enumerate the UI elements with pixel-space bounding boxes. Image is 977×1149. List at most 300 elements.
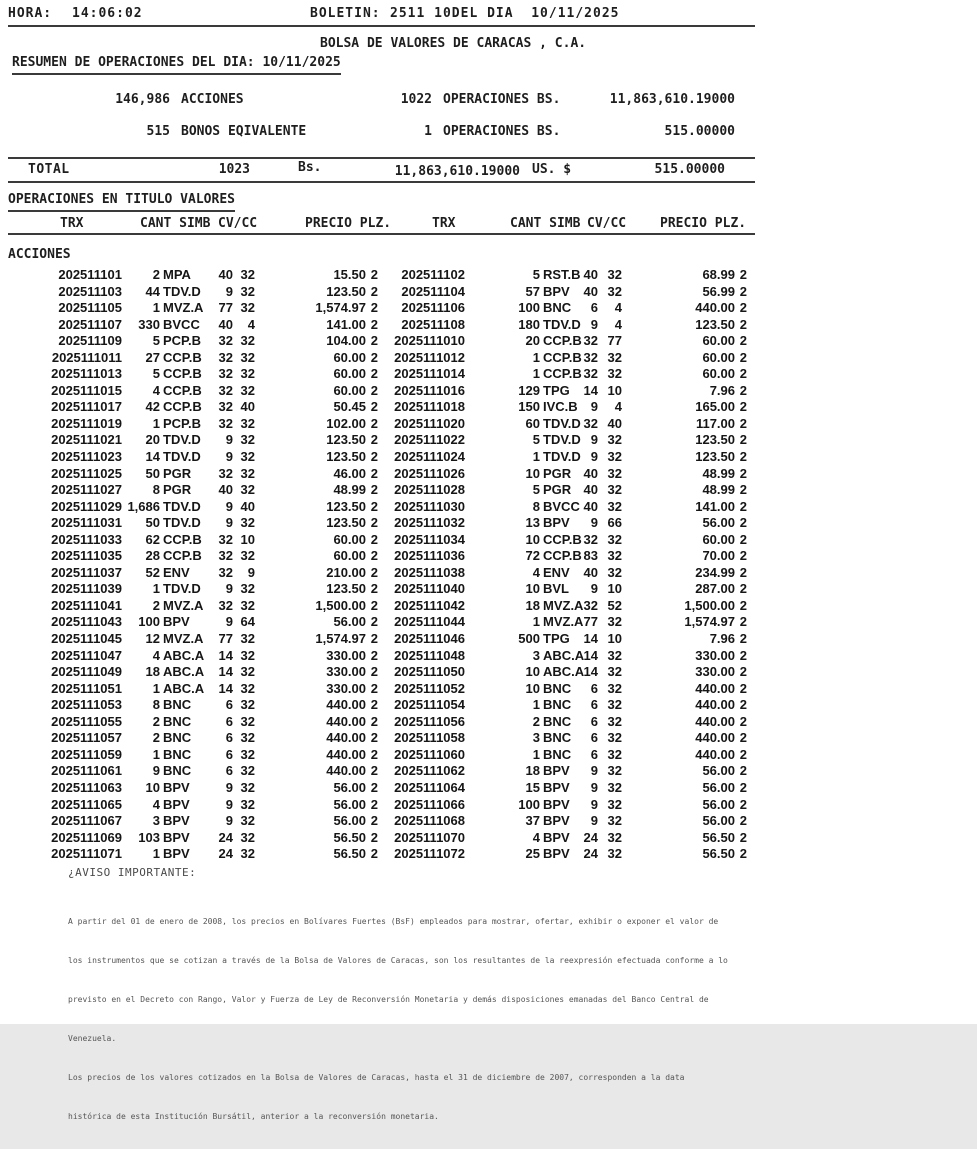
plz-right: 2 [739, 730, 747, 746]
precio-right: 68.99 [702, 267, 735, 282]
header-rule [8, 25, 755, 27]
simb-left: BNC [163, 763, 192, 779]
summary-ops: 1 [424, 124, 432, 139]
col-header-cantsimb-right: CANT SIMB [510, 216, 581, 231]
trx-left: 2025111011 [51, 349, 122, 365]
cant-left: 42 [145, 399, 160, 415]
cant-left: 1 [152, 846, 160, 862]
cc-left: 32 [240, 548, 255, 564]
simb-left: ABC.A [163, 664, 205, 680]
notice-title: ¿AVISO IMPORTANTE: [68, 866, 197, 879]
simb-right: MVZ.A [543, 614, 584, 630]
plz-right: 2 [739, 515, 747, 531]
simb-left: MVZ.A [163, 300, 204, 316]
col-header-cantsimb-left: CANT SIMB [140, 216, 211, 231]
cant-left: 1,686 [127, 498, 160, 514]
cv-left: 32 [218, 564, 233, 580]
precio-left: 104.00 [326, 333, 366, 349]
trx-right: 2025111012 [394, 349, 465, 365]
cv-right: 9 [590, 432, 598, 448]
cv-left: 6 [225, 713, 233, 729]
precio-left: 56.50 [333, 846, 366, 862]
cv-left: 40 [218, 316, 233, 332]
cant-right: 72 [525, 548, 540, 564]
precio-right: 48.99 [702, 465, 735, 481]
cv-right: 32 [583, 349, 598, 365]
cc-right: 10 [607, 382, 622, 398]
plz-left: 2 [370, 779, 378, 795]
simb-right: CCP.B [543, 548, 582, 564]
precio-right: 7.96 [709, 382, 735, 398]
precio-right: 48.99 [702, 482, 735, 498]
cv-right: 32 [583, 531, 598, 547]
cant-right: 5 [532, 432, 540, 448]
cc-left: 32 [240, 300, 255, 316]
simb-left: PGR [163, 482, 192, 498]
cv-right: 9 [590, 316, 598, 332]
cant-left: 18 [145, 664, 160, 680]
precio-right: 1,500.00 [684, 597, 735, 613]
cc-right: 32 [607, 283, 622, 299]
trx-right: 2025111056 [394, 713, 465, 729]
cv-right: 9 [590, 399, 598, 415]
precio-right: 56.00 [702, 813, 735, 829]
cant-right: 150 [518, 399, 540, 415]
cc-right: 10 [607, 631, 622, 647]
precio-right: 330.00 [695, 647, 735, 663]
precio-right: 330.00 [695, 664, 735, 680]
cant-left: 100 [138, 614, 160, 630]
cc-left: 32 [240, 465, 255, 481]
trx-right: 202511104 [401, 283, 465, 299]
cc-left: 32 [240, 647, 255, 663]
cc-right: 32 [607, 465, 622, 481]
precio-left: 60.00 [333, 531, 366, 547]
notice-line: histórica de esta Institución Bursátil, anterior a la reconversión monetaria. [68, 1112, 439, 1121]
simb-left: BPV [163, 779, 190, 795]
precio-left: 210.00 [326, 564, 366, 580]
cc-right: 32 [607, 482, 622, 498]
trx-left: 2025111067 [51, 813, 122, 829]
trx-right: 2025111038 [394, 564, 465, 580]
precio-left: 440.00 [326, 697, 366, 713]
cant-left: 2 [152, 267, 160, 282]
precio-right: 440.00 [695, 680, 735, 696]
cv-right: 14 [583, 664, 598, 680]
simb-left: TDV.D [163, 449, 201, 465]
notice-paragraphs [68, 889, 728, 1149]
plz-right: 2 [739, 432, 747, 448]
precio-left: 440.00 [326, 763, 366, 779]
precio-left: 123.50 [326, 283, 366, 299]
simb-right: BPV [543, 779, 570, 795]
cv-right: 6 [590, 746, 598, 762]
precio-left: 48.99 [333, 482, 366, 498]
precio-right: 287.00 [695, 581, 735, 597]
trx-left: 2025111063 [51, 779, 122, 795]
plz-right: 2 [739, 664, 747, 680]
cc-left: 40 [240, 498, 255, 514]
precio-right: 70.00 [702, 548, 735, 564]
trx-left: 2025111025 [51, 465, 122, 481]
cc-left: 32 [240, 349, 255, 365]
cant-left: 4 [152, 382, 160, 398]
cv-left: 9 [225, 614, 233, 630]
precio-left: 46.00 [333, 465, 366, 481]
simb-left: MPA [163, 267, 191, 282]
trx-right: 2025111044 [394, 614, 465, 630]
cc-right: 32 [607, 846, 622, 862]
precio-right: 60.00 [702, 349, 735, 365]
cc-right: 32 [607, 564, 622, 580]
cant-left: 5 [152, 333, 160, 349]
cc-right: 32 [607, 267, 622, 282]
simb-right: BVCC [543, 498, 580, 514]
cant-left: 2 [152, 597, 160, 613]
precio-left: 330.00 [326, 664, 366, 680]
trx-left: 2025111051 [51, 680, 122, 696]
simb-right: BPV [543, 813, 570, 829]
cant-left: 44 [145, 283, 160, 299]
cc-right: 4 [614, 300, 622, 316]
cant-left: 2 [152, 713, 160, 729]
plz-left: 2 [370, 382, 378, 398]
cant-left: 50 [145, 465, 160, 481]
trx-right: 202511108 [401, 316, 465, 332]
plz-right: 2 [739, 316, 747, 332]
precio-left: 56.00 [333, 813, 366, 829]
plz-left: 2 [370, 829, 378, 845]
plz-right: 2 [739, 482, 747, 498]
cant-right: 500 [518, 631, 540, 647]
plz-left: 2 [370, 647, 378, 663]
simb-right: BPV [543, 796, 570, 812]
cc-right: 32 [607, 664, 622, 680]
trx-right: 2025111052 [394, 680, 465, 696]
cc-right: 32 [607, 680, 622, 696]
simb-left: ABC.A [163, 647, 205, 663]
simb-left: CCP.B [163, 349, 202, 365]
cv-left: 32 [218, 366, 233, 382]
simb-right: BPV [543, 846, 570, 862]
trx-left: 2025111023 [51, 449, 122, 465]
plz-right: 2 [739, 564, 747, 580]
plz-right: 2 [739, 631, 747, 647]
cc-right: 40 [607, 415, 622, 431]
cv-right: 6 [590, 713, 598, 729]
plz-right: 2 [739, 333, 747, 349]
cant-left: 1 [152, 415, 160, 431]
plz-right: 2 [739, 498, 747, 514]
simb-left: CCP.B [163, 399, 202, 415]
cv-right: 40 [583, 283, 598, 299]
simb-left: ENV [163, 564, 190, 580]
cant-right: 5 [532, 267, 540, 282]
plz-right: 2 [739, 813, 747, 829]
cv-left: 6 [225, 730, 233, 746]
precio-right: 141.00 [695, 498, 735, 514]
precio-right: 440.00 [695, 713, 735, 729]
precio-right: 56.00 [702, 515, 735, 531]
simb-left: TDV.D [163, 498, 201, 514]
trx-right: 2025111014 [394, 366, 465, 382]
trx-left: 2025111015 [51, 382, 122, 398]
precio-right: 123.50 [695, 432, 735, 448]
simb-left: BNC [163, 713, 192, 729]
cc-left: 32 [240, 283, 255, 299]
trx-left: 2025111061 [51, 763, 122, 779]
cv-left: 32 [218, 382, 233, 398]
cc-left: 32 [240, 796, 255, 812]
cv-right: 24 [583, 829, 598, 845]
cc-right: 32 [607, 614, 622, 630]
cc-right: 32 [607, 713, 622, 729]
cv-right: 40 [583, 267, 598, 282]
precio-right: 1,574.97 [684, 614, 735, 630]
cv-right: 6 [590, 730, 598, 746]
cv-right: 14 [583, 647, 598, 663]
precio-right: 56.50 [702, 829, 735, 845]
company-title: BOLSA DE VALORES DE CARACAS , C.A. [320, 36, 587, 51]
precio-left: 440.00 [326, 730, 366, 746]
trx-left: 2025111033 [51, 531, 122, 547]
total-usd-label: US. $ [532, 162, 572, 177]
plz-left: 2 [370, 680, 378, 696]
cant-right: 10 [525, 680, 540, 696]
simb-left: BNC [163, 697, 192, 713]
plz-left: 2 [370, 846, 378, 862]
cant-right: 15 [525, 779, 540, 795]
precio-left: 60.00 [333, 349, 366, 365]
cant-right: 10 [525, 664, 540, 680]
simb-left: CCP.B [163, 366, 202, 382]
plz-right: 2 [739, 746, 747, 762]
cv-left: 32 [218, 399, 233, 415]
trx-right: 2025111018 [394, 399, 465, 415]
cant-left: 4 [152, 647, 160, 663]
col-header-precio-right: PRECIO PLZ. [660, 216, 747, 231]
cv-left: 32 [218, 415, 233, 431]
cc-right: 32 [607, 730, 622, 746]
simb-right: PGR [543, 465, 572, 481]
simb-left: CCP.B [163, 382, 202, 398]
plz-left: 2 [370, 432, 378, 448]
simb-left: TDV.D [163, 432, 201, 448]
simb-right: TPG [543, 382, 570, 398]
cant-right: 100 [518, 796, 540, 812]
cv-left: 9 [225, 779, 233, 795]
cv-right: 83 [583, 548, 598, 564]
cv-left: 9 [225, 432, 233, 448]
col-header-cvcc-right: CV/CC [587, 216, 627, 231]
cc-left: 64 [240, 614, 255, 630]
trx-right: 2025111016 [394, 382, 465, 398]
trx-left: 2025111049 [51, 664, 122, 680]
summary-ops: 1022 [400, 92, 432, 107]
simb-right: CCP.B [543, 531, 582, 547]
cc-left: 32 [240, 829, 255, 845]
summary-qty: 515 [146, 124, 170, 139]
plz-left: 2 [370, 631, 378, 647]
plz-right: 2 [739, 647, 747, 663]
boletin-value: 2511 10DEL DIA 10/11/2025 [390, 6, 620, 21]
simb-right: BNC [543, 697, 572, 713]
precio-left: 330.00 [326, 680, 366, 696]
cant-right: 4 [532, 829, 540, 845]
cant-right: 1 [532, 366, 540, 382]
simb-right: ENV [543, 564, 570, 580]
total-usd-amount: 515.00000 [654, 162, 725, 177]
total-ops: 1023 [218, 162, 250, 177]
summary-ops-label: OPERACIONES BS. [443, 92, 561, 107]
simb-left: BNC [163, 730, 192, 746]
precio-left: 123.50 [326, 581, 366, 597]
cc-right: 4 [614, 399, 622, 415]
plz-right: 2 [739, 614, 747, 630]
cant-left: 50 [145, 515, 160, 531]
cant-left: 20 [145, 432, 160, 448]
cant-left: 62 [145, 531, 160, 547]
col-header-trx-right: TRX [432, 216, 456, 231]
trx-left: 2025111027 [51, 482, 122, 498]
cant-left: 1 [152, 680, 160, 696]
trx-right: 2025111054 [394, 697, 465, 713]
plz-left: 2 [370, 531, 378, 547]
simb-left: PGR [163, 465, 192, 481]
cant-left: 2 [152, 730, 160, 746]
trx-left: 202511103 [58, 283, 122, 299]
precio-right: 440.00 [695, 746, 735, 762]
cc-left: 10 [240, 531, 255, 547]
notice-line: A partir del 01 de enero de 2008, los precios en Bolívares Fuertes (BsF) empleados para mostrar, ofertar, exhibir o exponer el valor de [68, 917, 719, 926]
trx-right: 2025111064 [394, 779, 465, 795]
precio-left: 123.50 [326, 498, 366, 514]
cant-right: 20 [525, 333, 540, 349]
trx-right: 2025111028 [394, 482, 465, 498]
plz-right: 2 [739, 531, 747, 547]
cv-right: 32 [583, 415, 598, 431]
cv-left: 9 [225, 515, 233, 531]
precio-right: 440.00 [695, 300, 735, 316]
cc-left: 32 [240, 581, 255, 597]
simb-right: RST.B [543, 267, 581, 282]
trx-left: 202511109 [58, 333, 122, 349]
precio-right: 234.99 [695, 564, 735, 580]
cv-left: 40 [218, 267, 233, 282]
simb-left: BPV [163, 829, 190, 845]
simb-right: BVL [543, 581, 569, 597]
trx-left: 2025111071 [51, 846, 122, 862]
plz-right: 2 [739, 597, 747, 613]
plz-left: 2 [370, 267, 378, 282]
cc-left: 32 [240, 631, 255, 647]
cv-left: 32 [218, 597, 233, 613]
precio-right: 60.00 [702, 531, 735, 547]
precio-left: 141.00 [326, 316, 366, 332]
trx-left: 2025111017 [51, 399, 122, 415]
simb-right: BNC [543, 746, 572, 762]
cv-right: 77 [583, 614, 598, 630]
group-title-acciones: ACCIONES [8, 247, 71, 262]
summary-unit: BONOS EQIVALENTE [181, 124, 307, 139]
cc-left: 32 [240, 730, 255, 746]
simb-right: TPG [543, 631, 570, 647]
plz-left: 2 [370, 713, 378, 729]
cant-right: 18 [525, 763, 540, 779]
cc-right: 32 [607, 432, 622, 448]
trx-right: 2025111022 [394, 432, 465, 448]
cant-right: 60 [525, 415, 540, 431]
simb-right: TDV.D [543, 415, 581, 431]
cc-right: 32 [607, 349, 622, 365]
cc-left: 32 [240, 382, 255, 398]
simb-left: BPV [163, 813, 190, 829]
cv-left: 32 [218, 349, 233, 365]
plz-left: 2 [370, 813, 378, 829]
trx-left: 202511107 [58, 316, 122, 332]
precio-left: 60.00 [333, 366, 366, 382]
cc-right: 32 [607, 763, 622, 779]
plz-left: 2 [370, 730, 378, 746]
trx-left: 2025111021 [51, 432, 122, 448]
precio-left: 123.50 [326, 515, 366, 531]
plz-left: 2 [370, 333, 378, 349]
cc-right: 32 [607, 531, 622, 547]
simb-left: BNC [163, 746, 192, 762]
simb-right: ABC.A [543, 647, 585, 663]
cc-left: 32 [240, 846, 255, 862]
cv-left: 6 [225, 746, 233, 762]
plz-right: 2 [739, 697, 747, 713]
cv-left: 9 [225, 796, 233, 812]
trx-right: 2025111072 [394, 846, 465, 862]
cant-left: 1 [152, 581, 160, 597]
simb-left: BPV [163, 796, 190, 812]
plz-right: 2 [739, 779, 747, 795]
plz-left: 2 [370, 581, 378, 597]
cv-right: 9 [590, 581, 598, 597]
trx-left: 2025111047 [51, 647, 122, 663]
precio-right: 123.50 [695, 316, 735, 332]
simb-left: BPV [163, 614, 190, 630]
summary-qty: 146,986 [115, 92, 170, 107]
plz-left: 2 [370, 597, 378, 613]
plz-right: 2 [739, 267, 747, 282]
plz-left: 2 [370, 796, 378, 812]
precio-left: 123.50 [326, 432, 366, 448]
trx-right: 2025111062 [394, 763, 465, 779]
cv-left: 9 [225, 449, 233, 465]
simb-left: CCP.B [163, 548, 202, 564]
notice-line: Venezuela. [68, 1034, 117, 1043]
cc-left: 32 [240, 813, 255, 829]
trx-left: 2025111035 [51, 548, 122, 564]
trx-left: 2025111041 [51, 597, 122, 613]
plz-right: 2 [739, 415, 747, 431]
cant-right: 129 [518, 382, 540, 398]
operations-title: OPERACIONES EN TITULO VALORES [8, 192, 235, 212]
simb-left: BPV [163, 846, 190, 862]
notice-line: Los precios de los valores cotizados en la Bolsa de Valores de Caracas, hasta el 31 de diciembre de 2007, corresponden a la data [68, 1073, 685, 1082]
plz-right: 2 [739, 349, 747, 365]
operations-grid [8, 268, 747, 864]
precio-left: 15.50 [333, 267, 366, 282]
trx-right: 2025111068 [394, 813, 465, 829]
simb-left: MVZ.A [163, 631, 204, 647]
cv-left: 40 [218, 482, 233, 498]
trx-right: 2025111066 [394, 796, 465, 812]
plz-left: 2 [370, 697, 378, 713]
